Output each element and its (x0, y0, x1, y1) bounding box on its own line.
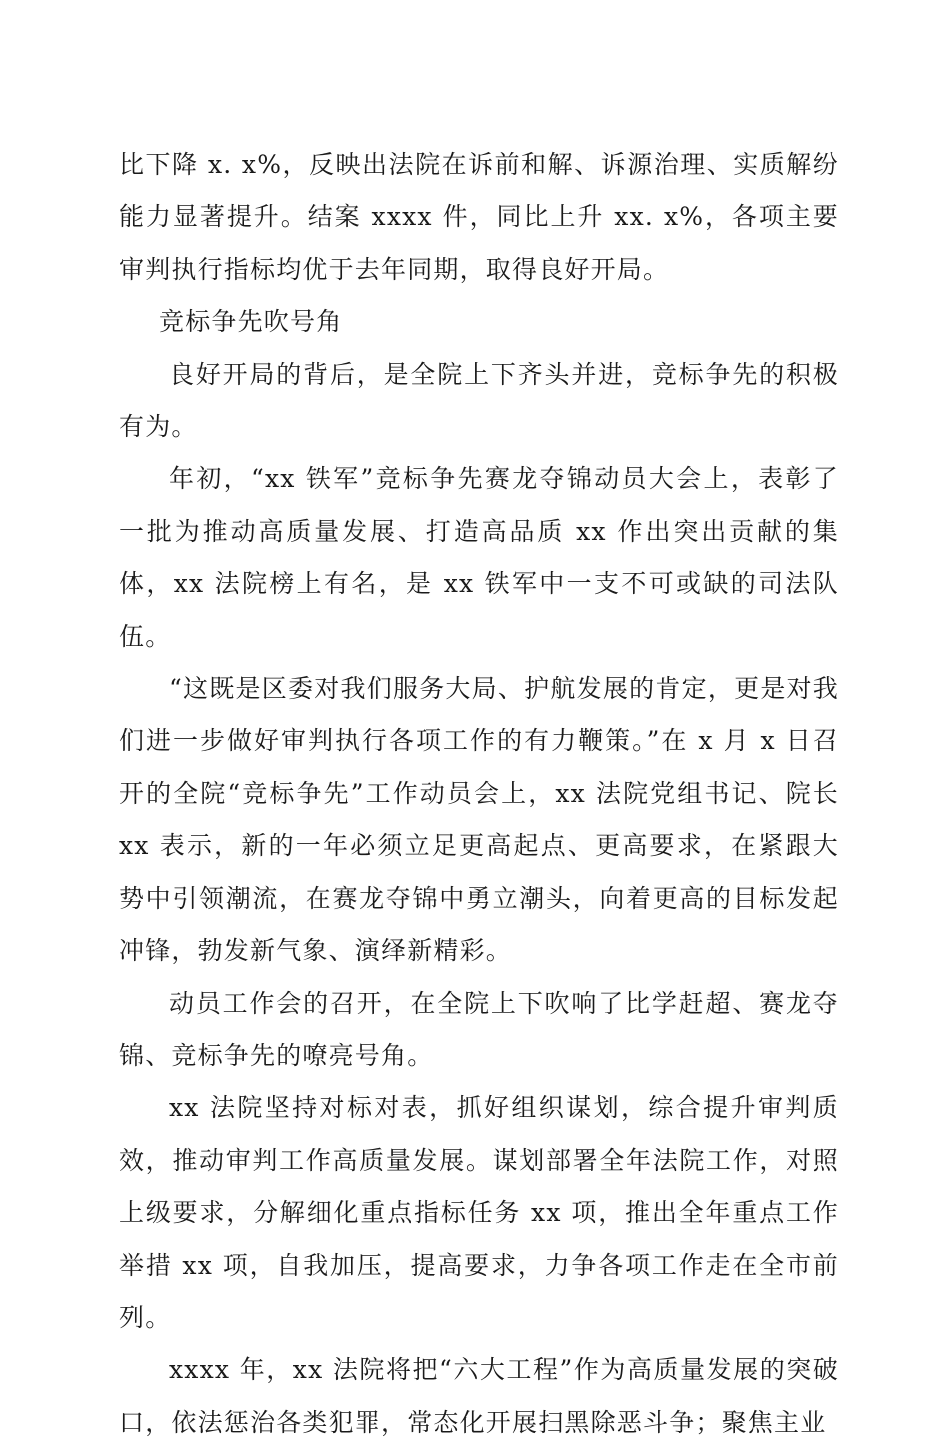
section-heading: 竞标争先吹号角 (159, 307, 343, 337)
paragraph: 良好开局的背后，是全院上下齐头并进，竞标争先的积极有为。 (119, 359, 839, 442)
paragraph: xx 法院坚持对标对表，抓好组织谋划，综合提升审判质效，推动审判工作高质量发展。谋划部署全年法院工作，对照上级要求，分解细化重点指标任务 xx 项，推出全年重点工作举措 xx 项，自我加压，提高要求，力争各项工作走在全市前列。 (119, 1093, 839, 1332)
paragraph: 年初，“xx 铁军”竞标争先赛龙夺锦动员大会上，表彰了一批为推动高质量发展、打造高品质 xx 作出突出贡献的集体，xx 法院榜上有名，是 xx 铁军中一支不可或缺的司法队伍。 (119, 464, 839, 651)
paragraph: xxxx 年，xx 法院将把“六大工程”作为高质量发展的突破口，依法惩治各类犯罪，常态化开展扫黑除恶斗争；聚焦主业 (119, 1355, 839, 1437)
paragraph-continuation: 比下降 x. x%，反映出法院在诉前和解、诉源治理、实质解纷能力显著提升。结案 xxxx 件，同比上升 xx. x%，各项主要审判执行指标均优于去年同期，取得良好开局。 (119, 150, 839, 284)
paragraph: 动员工作会的召开，在全院上下吹响了比学赶超、赛龙夺锦、竞标争先的嘹亮号角。 (119, 988, 839, 1070)
paragraph-quote: “这既是区委对我们服务大局、护航发展的肯定，更是对我们进一步做好审判执行各项工作的有力鞭策。”在 x 月 x 日召开的全院“竞标争先”工作动员会上，xx 法院党组书记、院长 xx 表示，新的一年必须立足更高起点、更高要求，在紧跟大势中引领潮流，在赛龙夺锦中勇立潮头，向着更高的目标发起冲锋，勃发新气象、演绎新精彩。 (119, 674, 839, 966)
document-body (119, 139, 839, 1449)
